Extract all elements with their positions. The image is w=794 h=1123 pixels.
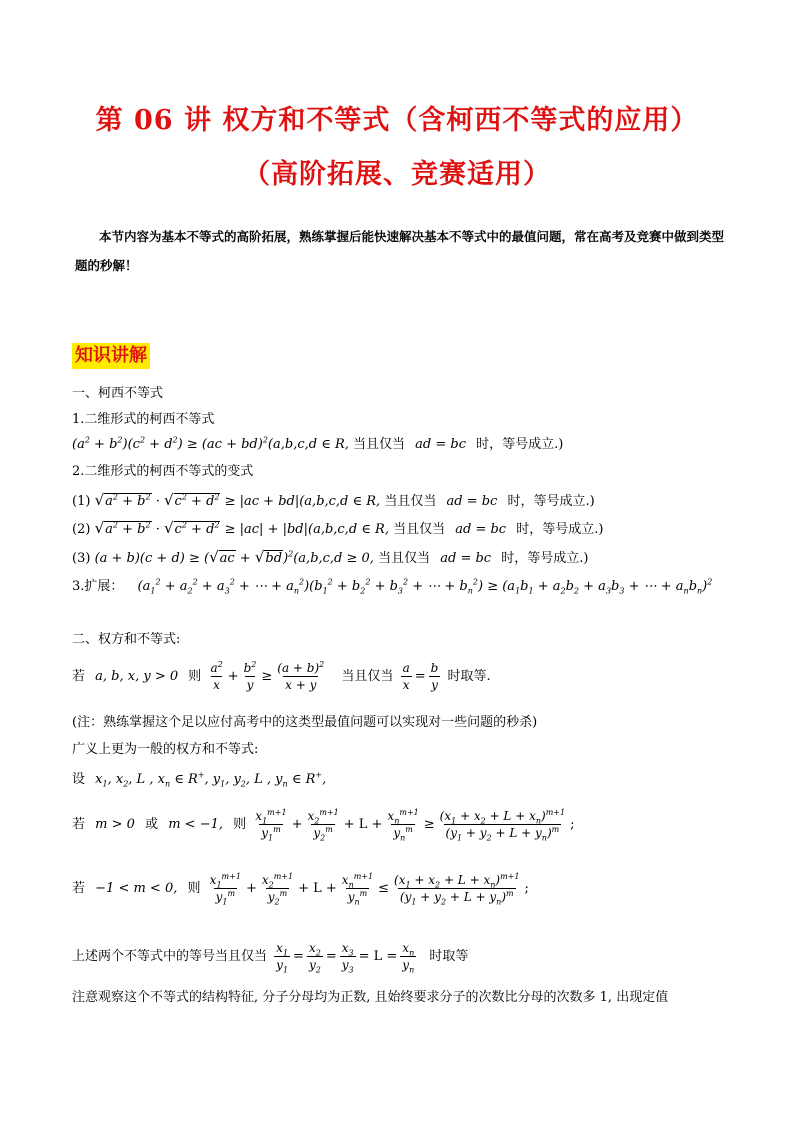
cauchy-formula-math: $(a^2 + b^2)(c^2 + d^2) \ge (ac + bd)^2(a,b,c,d$ ∈ R, — [72, 435, 349, 452]
cauchy-condition-text: 当且仅当 — [353, 437, 406, 452]
note-line: (注：熟练掌握这个足以应付高考中的这类型最值问题可以实现对一些问题的秒杀) — [72, 715, 538, 730]
page-title: 第 06 讲 权方和不等式（含柯西不等式的应用） — [95, 105, 699, 136]
variant-3 — [72, 547, 588, 569]
let-line — [72, 770, 326, 790]
case2-if: 若 — [72, 881, 86, 896]
case2-line: 若 −1 < m < 0, 则 $\frac{x_1^{m+1}}{y_1^m}$ + $\frac{x_2^{m+1}}{y_2^m}$ + L + $\frac{x_n^{m+1}}{y_n^m}$ ≤ $\frac{(x_1 + x_2 + L + x_n)^{m+1}}{(y_1 + y_2 + L + y_n)^m}$ ; — [72, 872, 529, 907]
variant-3-math: $(a + b)(c + d) \ge (√ac + √bd)^2(a,b,c,d \ge 0$, — [94, 548, 374, 566]
case1-if: 若 — [72, 817, 86, 832]
variant-2-tail: 时，等号成立.) — [516, 522, 604, 537]
frac-b-y: $\frac{b}{y}$ — [430, 661, 439, 692]
cauchy-formula — [72, 435, 563, 455]
variant-3-condition: 当且仅当 — [378, 551, 431, 566]
part1-sub1: 1.二维形式的柯西不等式 — [72, 412, 215, 427]
case1-frac-n: $\frac{x_n^{m+1}}{y_n^m}$ — [387, 808, 419, 843]
case2-frac-n: $\frac{x_n^{m+1}}{y_n^m}$ — [341, 872, 374, 907]
variant-2 — [72, 518, 603, 540]
case2-frac-2: $\frac{x_2^{m+1}}{y_2^m}$ — [261, 872, 294, 907]
let-math: $x_1$, $x_2$, L , $x_n$ ∈ R+, $y_1$, $y_2$, L , $y_n$ ∈ R+, — [95, 770, 327, 789]
variant-3-label: (3) — [72, 551, 91, 566]
case2-frac-total: $\frac{(x_1 + x_2 + L + x_n)^{m+1}}{(y_1 + y_2 + L + y_n)^m}$ — [394, 872, 520, 907]
case1-cond-a: m > 0 — [95, 817, 135, 832]
cauchy-condition-tail: 时，等号成立.) — [476, 437, 564, 452]
frac-b2-y: $\frac{b^2}{y}$ — [243, 660, 257, 692]
if-word: 若 — [72, 669, 86, 684]
frac-a-x: $\frac{a}{x}$ — [402, 661, 410, 692]
case2-frac-1: $\frac{x_1^{m+1}}{y_1^m}$ — [209, 872, 241, 907]
variant-1 — [72, 490, 595, 512]
basic-condition-math: a, b, x, y > 0 — [95, 669, 179, 684]
variant-1-math: $√a^2 + b^2 \cdot √c^2 + d^2 \ge |ac + bd|(a,b,c,d$ ∈ R, — [94, 491, 381, 509]
equality-line: 上述两个不等式中的等号当且仅当 $\frac{x_1}{y_1}$ = $\frac{x_2}{y_2}$ = $\frac{x_3}{y_3}$ = L = $\frac{x_n}{y_n}$ 时取等 — [72, 941, 469, 975]
case1-frac-2: $\frac{x_2^{m+1}}{y_2^m}$ — [307, 808, 339, 843]
variant-2-condition: 当且仅当 — [393, 522, 446, 537]
case2-then: 则 — [187, 881, 201, 896]
case1-then: 则 — [233, 817, 247, 832]
power-mean-basic: 若 a, b, x, y > 0 则 $\frac{a^2}{x}$ + $\frac{b^2}{y}$ ≥ $\frac{(a + b)^2}{x + y}$ 当且仅当 $\frac{a}{x}$ = $\frac{b}{y}$ 时取等. — [72, 660, 491, 692]
eq-frac-2: $\frac{x_2}{y_2}$ — [308, 941, 321, 975]
basic-equal-word: 时取等. — [447, 669, 491, 684]
then-word: 则 — [188, 669, 202, 684]
eq-frac-3: $\frac{x_3}{y_3}$ — [341, 941, 354, 975]
case1-frac-1: $\frac{x_1^{m+1}}{y_1^m}$ — [255, 808, 287, 843]
extension-label: 3.扩展： — [72, 579, 124, 594]
equality-tail: 时取等 — [429, 949, 469, 964]
case1-or: 或 — [145, 817, 159, 832]
part1-heading: 一、柯西不等式 — [72, 386, 164, 401]
cauchy-condition-math: ad = bc — [415, 437, 467, 452]
eq-frac-1: $\frac{x_1}{y_1}$ — [276, 941, 289, 975]
variant-1-tail: 时，等号成立.) — [507, 494, 595, 509]
part2-heading: 二、权方和不等式: — [72, 632, 181, 647]
case2-cond: −1 < m < 0, — [95, 881, 178, 896]
variant-2-condition-math: ad = bc — [455, 522, 507, 537]
frac-sum: $\frac{(a + b)^2}{x + y}$ — [277, 660, 325, 692]
extension — [72, 577, 712, 597]
part1-sub2: 2.二维形式的柯西不等式的变式 — [72, 464, 254, 479]
intro-paragraph: 本节内容为基本不等式的高阶拓展，熟练掌握后能快速解决基本不等式中的最值问题，常在高考及竞赛中做到类型题的秒解！ — [75, 229, 725, 273]
section-label: 知识讲解 — [72, 343, 150, 369]
case1-line: 若 m > 0 或 m < −1, 则 $\frac{x_1^{m+1}}{y_1^m}$ + $\frac{x_2^{m+1}}{y_2^m}$ + L + $\frac{x_n^{m+1}}{y_n^m}$ ≥ $\frac{(x_1 + x_2 + L + x_n)^{m+1}}{(y_1 + y_2 + L + y_n)^m}$ ; — [72, 808, 575, 843]
frac-a2-x: $\frac{a^2}{x}$ — [210, 660, 223, 692]
eq-frac-n: $\frac{x_n}{y_n}$ — [402, 941, 415, 975]
general-line: 广义上更为一般的权方和不等式: — [72, 742, 259, 757]
variant-2-math: $√a^2 + b^2 \cdot √c^2 + d^2 \ge |ac| + |bd|(a,b,c,d$ ∈ R, — [94, 519, 389, 537]
extension-math: ($a_1^2 + a_2^2 + a_3^2$ + ⋯ + $a_n^2)(b_1^2 + b_2^2 + b_3^2$ + ⋯ + $b_n^2) \ge (a_1b_1 + a_2b_2 + a_3b_3$ + ⋯ + $a_nb_n)^2$ — [137, 577, 713, 596]
variant-1-condition-math: ad = bc — [446, 494, 498, 509]
basic-cond-word: 当且仅当 — [341, 669, 394, 684]
final-note: 注意观察这个不等式的结构特征, 分子分母均为正数, 且始终要求分子的次数比分母的次数多 1, 出现定值 — [72, 990, 669, 1005]
let-word: 设 — [72, 772, 86, 787]
variant-2-label: (2) — [72, 522, 91, 537]
case1-cond-b: m < −1, — [168, 817, 223, 832]
variant-1-condition: 当且仅当 — [384, 494, 437, 509]
variant-3-condition-math: ad = bc — [440, 551, 492, 566]
case1-frac-total: $\frac{(x_1 + x_2 + L + x_n)^{m+1}}{(y_1 + y_2 + L + y_n)^m}$ — [439, 808, 566, 843]
equality-text: 上述两个不等式中的等号当且仅当 — [72, 949, 268, 964]
variant-1-label: (1) — [72, 494, 91, 509]
variant-3-tail: 时，等号成立.) — [501, 551, 589, 566]
page-subtitle: （高阶拓展、竞赛适用） — [243, 159, 551, 190]
